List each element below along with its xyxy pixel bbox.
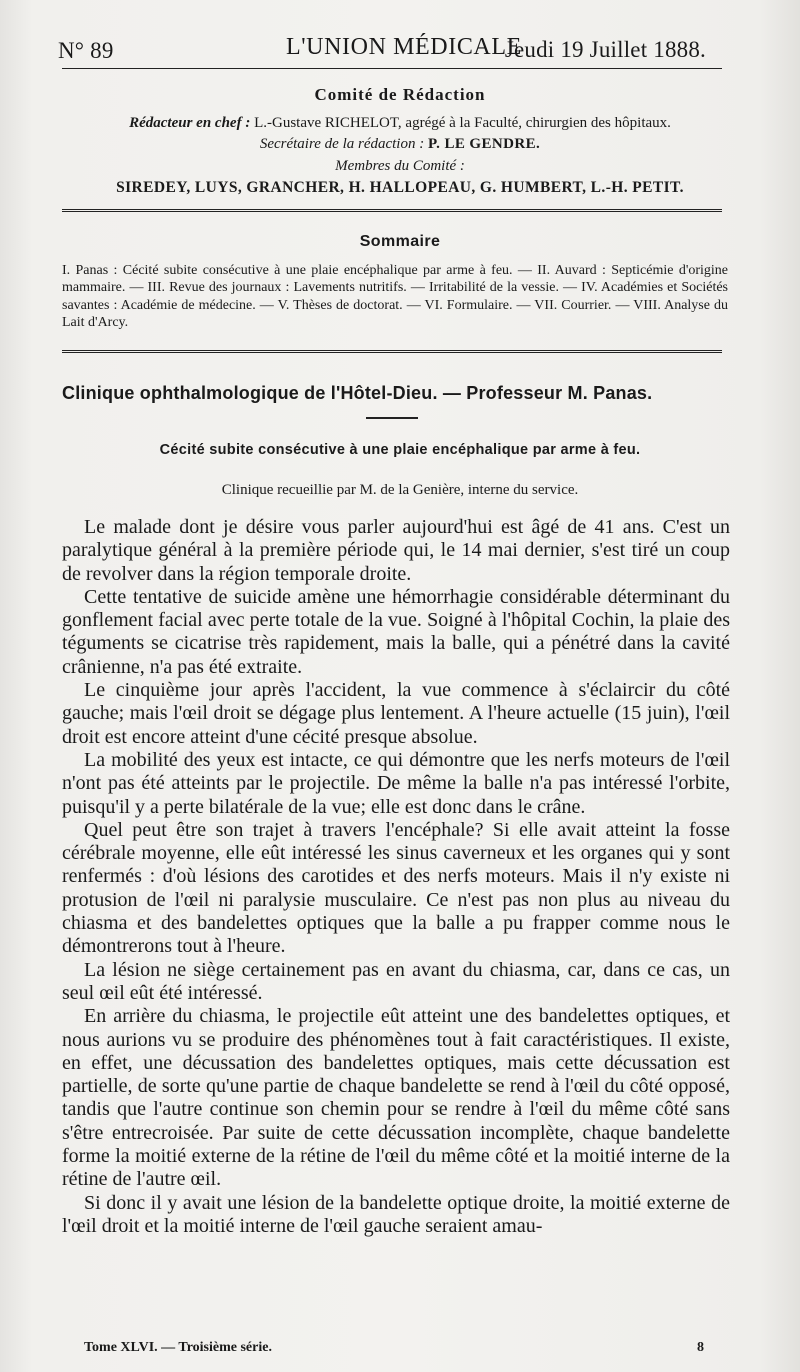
members-list: SIREDEY, LUYS, GRANCHER, H. HALLOPEAU, G. HUMBERT, L.-H. PETIT. [116,179,684,196]
sommaire-title: Sommaire [359,233,441,250]
page-header [58,34,720,66]
header-rule [62,68,722,69]
secretary-name: P. LE GENDRE. [427,136,541,152]
paragraph: Cette tentative de suicide amène une hémorrhagie considérable déterminant du gonflement facial avec perte totale de la vue. Soigné à l'hôpital Cochin, la plaie des téguments se cicatrise très rapidement, mais la balle, qui a pénétré dans la cavité crânienne, n'a pas été extraite. [62,585,730,678]
paragraph: La lésion ne siège certainement pas en avant du chiasma, car, dans ce cas, un seul œil eût été intéressé. [62,958,730,1004]
article-credit: Clinique recueillie par M. de la Genière, interne du service. [221,482,579,498]
issue-number: N° 89 [58,38,114,63]
committee-title: Comité de Rédaction [314,85,486,104]
secretary-label: Secrétaire de la rédaction : [259,136,425,152]
secretary-line [0,136,800,153]
article-subtitle: Cécité subite consécutive à une plaie encéphalique par arme à feu. [159,442,641,458]
paragraph: La mobilité des yeux est intacte, ce qui démontre que les nerfs moteurs de l'œil n'ont pas été atteints par le projectile. De même la balle n'a pas intéressé l'orbite, puisqu'il y a perte bilatérale de la vue; elle est donc dans le crâne. [62,748,730,818]
tome-label: Tome XLVI. — Troisième série. [84,1340,272,1355]
sommaire-text: I. Panas : Cécité subite consécutive à une plaie encéphalique par arme à feu. — II. Auvard : Septicémie d'origine mammaire. — III. Revue des journaux : Lavements nutritifs. — Irritabilité de la vessie. — IV. Académies et Sociétés savantes : Académie de médecine. — V. Thèses de doctorat. — VI. Formulaire. — VII. Courrier. — VIII. Analyse du Lait d'Arcy. [62,263,728,330]
committee-rule [62,209,722,212]
editor-label: Rédacteur en chef : [129,115,251,131]
sommaire-rule [62,350,722,353]
editor-line [0,115,800,132]
paragraph: Quel peut être son trajet à travers l'encéphale? Si elle avait atteint la fosse cérébrale moyenne, elle eût intéressé les sinus caverneux et les organes qui y sont renfermés : d'où lésions des carotides et des nerfs moteurs. Mais il n'y existe ni protusion de l'œil ni paralysie musculaire. Ce n'est pas non plus au niveau du chiasma et des bandelettes optiques que la balle a pu frapper comme nous le démontrerons tout à l'heure. [62,818,730,958]
issue-date: Jeudi 19 Juillet 1888. [504,37,706,62]
paragraph: Le cinquième jour après l'accident, la vue commence à s'éclaircir du côté gauche; mais l'œil droit se dégage plus lentement. A l'heure actuelle (15 juin), l'œil droit est encore atteint d'une cécité presque absolue. [62,679,730,748]
article-body [62,516,730,1238]
journal-name: L'UNION MÉDICALE [286,34,522,60]
paragraph: Le malade dont je désire vous parler aujourd'hui est âgé de 41 ans. C'est un paralytique général à la première période qui, le 14 mai dernier, s'est tiré un coup de revolver dans la région temporale droite. [62,516,730,585]
members-label-line [0,158,800,175]
article-title: Clinique ophthalmologique de l'Hôtel-Dieu. — Professeur M. Panas. [62,383,653,403]
editor-text: L.-Gustave RICHELOT, agrégé à la Faculté, chirurgien des hôpitaux. [254,115,671,131]
members-label: Membres du Comité : [335,158,465,174]
title-separator [366,417,418,419]
signature-mark: 8 [697,1340,704,1355]
paragraph: Si donc il y avait une lésion de la bandelette optique droite, la moitié externe de l'œil droit et la moitié interne de l'œil gauche seraient amau- [62,1191,730,1237]
paragraph: En arrière du chiasma, le projectile eût atteint une des bandelettes optiques, et nous aurions vu se produire des phénomènes tout à fait caractéristiques. Il existe, en effet, une décussation des bandelettes optiques, mais cette décussation est partielle, de sorte qu'une partie de chaque bandelette se rend à l'œil du côté opposé, tandis que l'autre continue son chemin pour se rendre à l'œil du même côté sans s'être entrecroisée. Par suite de cette décussation incomplète, chaque bandelette forme la moitié externe de la rétine de l'œil du même côté et la moitié interne de la rétine de l'autre œil. [62,1005,730,1191]
